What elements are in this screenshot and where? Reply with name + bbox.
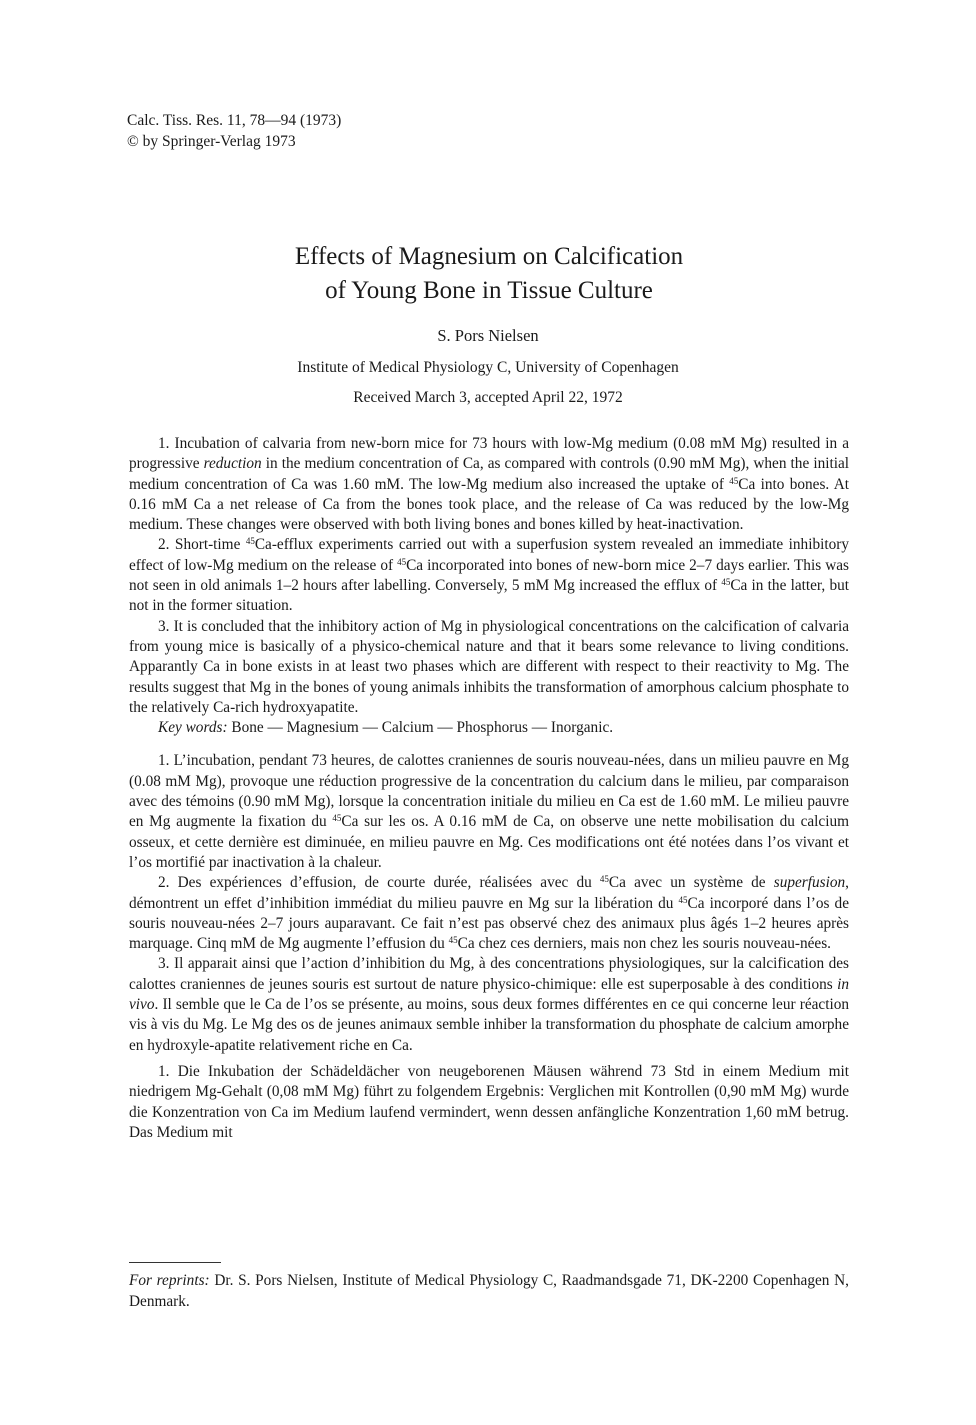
author-name: S. Pors Nielsen bbox=[437, 326, 539, 345]
footnote-label: For reprints: bbox=[129, 1272, 210, 1289]
abstract-en-paragraph-3: 3. It is concluded that the inhibitory action of Mg in physiological concentrations on the calcification of calvaria from young mice is basically of a physico-chemical nature and that it bears some relevance to living conditions. Apparantly Ca in bone exists in at least two phases which are different with respect to their reactivity to Mg. The results suggest that Mg in the bones of young animals inhibits the transformation of amorphous calcium phosphate to the relatively Ca-rich hydroxyapatite. bbox=[129, 617, 849, 716]
paper-title bbox=[0, 240, 976, 308]
abstract-fr-paragraph-3: 3. Il apparait ainsi que l’action d’inhibition du Mg, à des concentrations physiologiques, sur la calcification des calottes craniennes de jeunes souris est surtout de nature physico-chimique: elle est superposable à des conditions in vivo. Il semble que le Ca de l’os se présente, au moins, sous deux formes différentes en ce qui concerne leur réaction vis à vis du Mg. Le Mg des os de jeunes animaux semble inhiber la transformation du phosphate de calcium amorphe en hydroxyle-apatite relativement riche en Ca. bbox=[129, 955, 849, 1054]
journal-copyright: © by Springer-Verlag 1973 bbox=[127, 133, 296, 150]
title-line-2: of Young Bone in Tissue Culture bbox=[325, 277, 653, 304]
keywords-label: Key words: bbox=[158, 719, 228, 737]
footnote-text: Dr. S. Pors Nielsen, Institute of Medical Physiology C, Raadmandsgade 71, DK-2200 Copenhagen N, Denmark. bbox=[129, 1272, 849, 1310]
abstract-en-paragraph-1: 1. Incubation of calvaria from new-born mice for 73 hours with low-Mg medium (0.08 mM Mg) resulted in a progressive reduction in the medium concentration of Ca, as compared with controls (0.90 mM Mg), when the initial medium concentration of Ca was 1.60 mM. The low-Mg medium also increased the uptake of $^{45}$Ca into bones. At 0.16 mM Ca a net release of Ca from the bones took place, and the release of Ca was reduced by the low-Mg medium. These changes were observed with both living bones and bones killed by heat-inactivation. bbox=[129, 435, 850, 534]
keywords-list: Bone — Magnesium — Calcium — Phosphorus — Inorganic. bbox=[227, 719, 614, 737]
journal-citation: Calc. Tiss. Res. 11, 78—94 (1973) bbox=[127, 112, 342, 129]
abstract-fr-paragraph-2: 2. Des expériences d’effusion, de courte durée, réalisées avec du $^{45}$Ca avec un système de superfusion, démontrent un effet d’inhibition immédiat du milieu pauvre en Mg sur la libération du $^{45}$Ca incorporé dans l’os de souris nouveau-nées 2–7 jours auparavant. Ce fait n’est pas observé chez des animaux plus âgés 1–2 heures après marquage. Cinq mM de Mg augmente l’effusion du $^{45}$Ca chez ces derniers, mais non chez les souris nouveau-nées. bbox=[129, 874, 849, 953]
reprint-footnote bbox=[129, 1270, 849, 1312]
received-date: Received March 3, accepted April 22, 1972 bbox=[353, 389, 623, 406]
title-line-1: Effects of Magnesium on Calcification bbox=[294, 243, 684, 270]
abstract-fr-paragraph-1: 1. L’incubation, pendant 73 heures, de calottes craniennes de souris nouveau-nées, dans un milieu pauvre en Mg (0.08 mM Mg), provoque une réduction progressive de la concentration du calcium dans le milieu, par comparaison avec des témoins (0.90 mM Mg), lorsque la concentration initiale du milieu en Ca est de 1.60 mM. Le milieu pauvre en Mg augmente la fixation du $^{45}$Ca sur les os. A 0.16 mM de Ca, on observe une nette mobilisation du calcium osseux, et cette dernière est diminuée, en milieu pauvre en Mg. Ces modifications ont été notées dans l’os vivant et l’os mortifié par inactivation à la chaleur. bbox=[129, 752, 849, 871]
abstract-body bbox=[129, 434, 849, 1143]
journal-header bbox=[127, 110, 341, 152]
abstract-de-paragraph-1: 1. Die Inkubation der Schädeldächer von neugeborenen Mäusen während 73 Std in einem Medium mit niedrigem Mg-Gehalt (0,08 mM Mg) führt zu folgendem Ergebnis: Verglichen mit Kontrollen (0,90 mM Mg) wurde die Konzentration von Ca im Medium laufend vermindert, wenn dessen anfängliche Konzentration 1,60 mM betrug. Das Medium mit bbox=[129, 1062, 849, 1141]
footnote-divider bbox=[129, 1262, 221, 1263]
abstract-en-paragraph-2: 2. Short-time $^{45}$Ca-efflux experiments carried out with a superfusion system revealed an immediate inhibitory effect of low-Mg medium on the release of $^{45}$Ca incorporated into bones of new-born mice 2–7 days earlier. This was not seen in old animals 1–2 hours after labelling. Conversely, 5 mM Mg increased the efflux of $^{45}$Ca in the latter, but not in the former situation. bbox=[129, 536, 849, 615]
keywords-line bbox=[129, 718, 849, 738]
affiliation: Institute of Medical Physiology C, University of Copenhagen bbox=[297, 359, 679, 376]
